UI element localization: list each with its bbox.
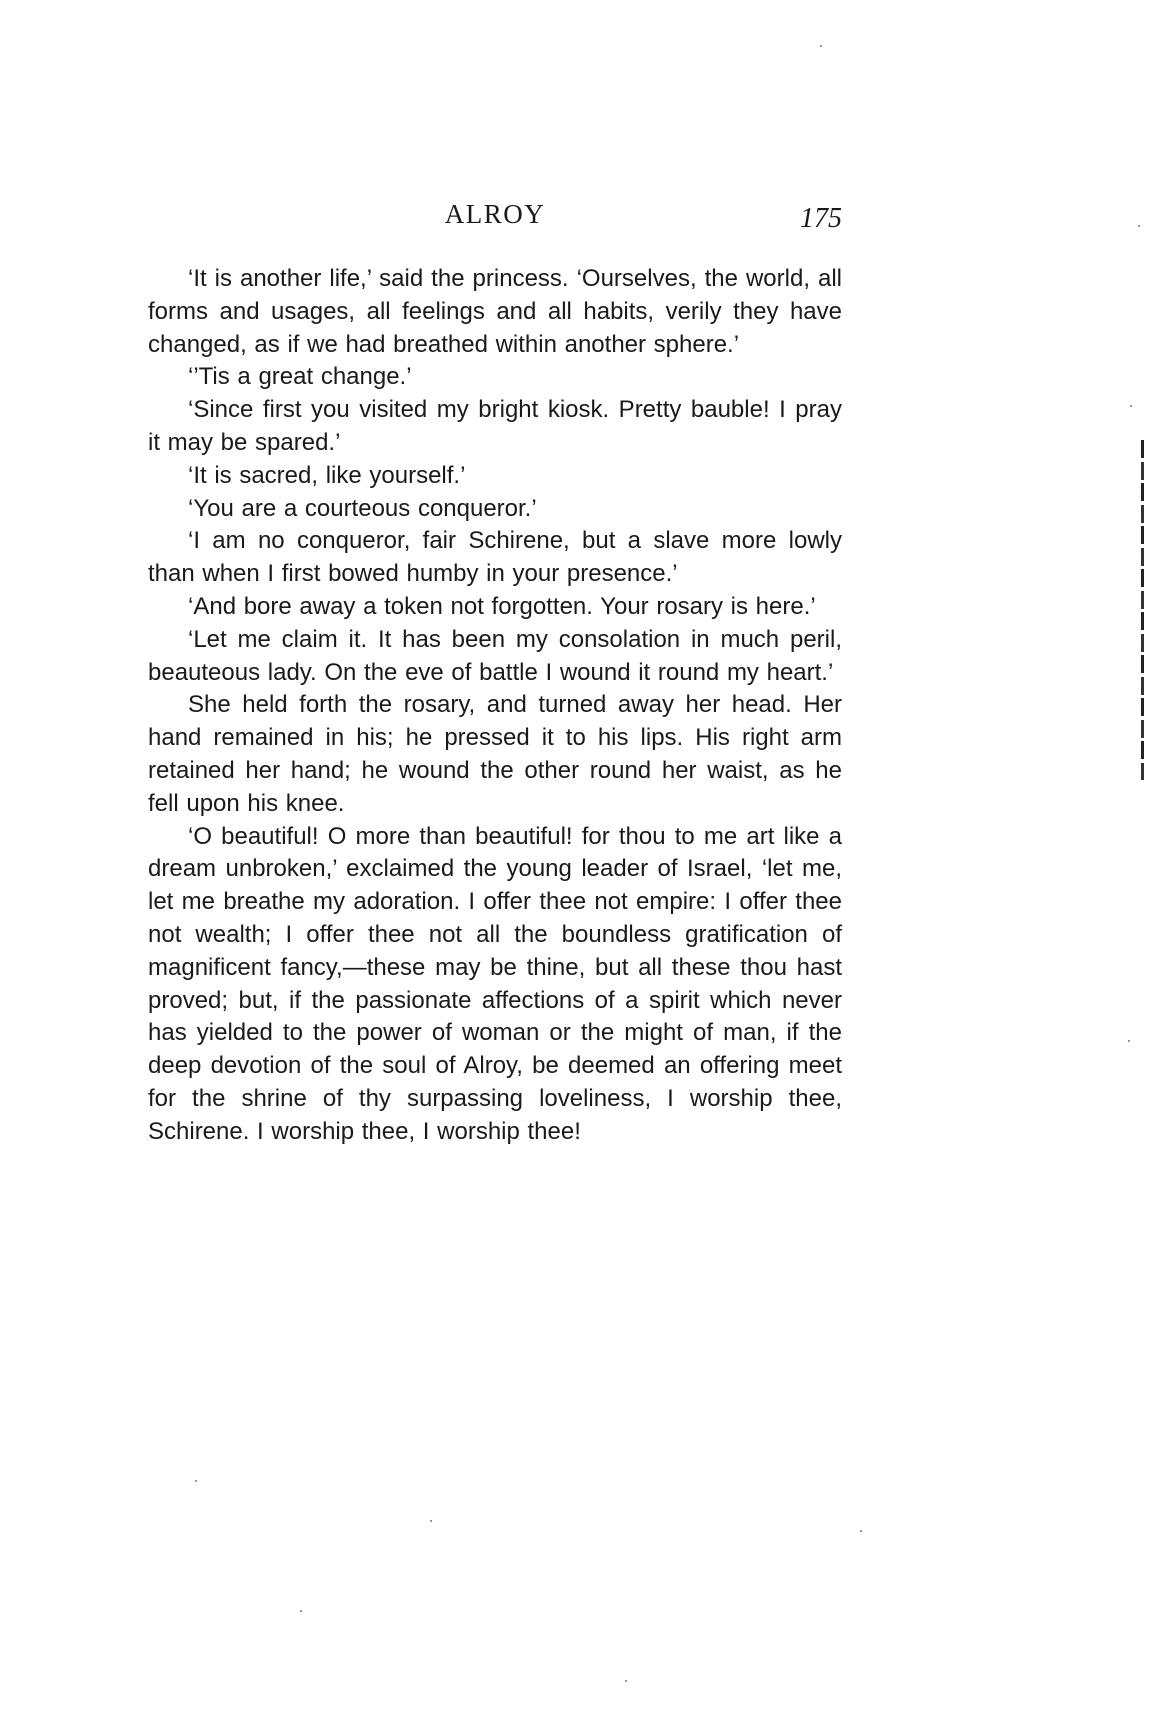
paragraph: ‘And bore away a token not forgotten. Your rosary is here.’ <box>188 592 816 620</box>
scan-speck <box>820 45 822 47</box>
paragraph: ‘You are a courteous conqueror.’ <box>188 494 537 522</box>
scan-speck <box>300 1610 302 1612</box>
scan-speck <box>1138 225 1140 227</box>
body-text <box>148 263 842 1149</box>
paragraph: ‘O beautiful! O more than beautiful! for thou to me art like a dream unbroken,’ exclaimed the young leader of Israel, ‘let me, let me breathe my adoration. I offer thee not empire: I offer thee not wealth; I offer thee not all the boundless gratification of magnificent fancy,—these may be thine, but all these thou hast proved; but, if the passionate affections of a spirit which never has yielded to the power of woman or the might of man, if the deep devotion of the soul of Alroy, be deemed an offering meet for the shrine of thy surpassing loveliness, I worship thee, Schirene. I worship thee, I worship thee! <box>148 822 842 1145</box>
scan-edge-mark <box>1141 440 1144 780</box>
paragraph: ‘I am no conqueror, fair Schirene, but a slave more lowly than when I first bowed humby in your presence.’ <box>148 527 842 588</box>
scan-speck <box>860 1530 862 1532</box>
running-head <box>148 195 842 235</box>
paragraph: ‘It is sacred, like yourself.’ <box>188 461 466 489</box>
scan-speck <box>1130 405 1132 407</box>
running-title: ALROY <box>444 199 546 229</box>
paragraph: ‘Let me claim it. It has been my consolation in much peril, beauteous lady. On the eve of battle I wound it round my heart.’ <box>148 625 842 686</box>
paragraph: ‘Since first you visited my bright kiosk. Pretty bauble! I pray it may be spared.’ <box>148 396 842 456</box>
scan-speck <box>195 1480 197 1482</box>
page-number: 175 <box>800 203 842 234</box>
scan-speck <box>1128 1040 1130 1042</box>
scan-speck <box>625 1680 627 1682</box>
scan-speck <box>430 1520 432 1522</box>
paragraph: ‘It is another life,’ said the princess. ‘Ourselves, the world, all forms and usages, all feelings and all habits, verily they have changed, as if we had breathed within another sphere.’ <box>148 265 842 358</box>
paragraph: ‘’Tis a great change.’ <box>188 363 412 391</box>
paragraph: She held forth the rosary, and turned away her head. Her hand remained in his; he pressed it to his lips. His right arm retained her hand; he wound the other round her waist, as he fell upon his knee. <box>148 691 842 817</box>
